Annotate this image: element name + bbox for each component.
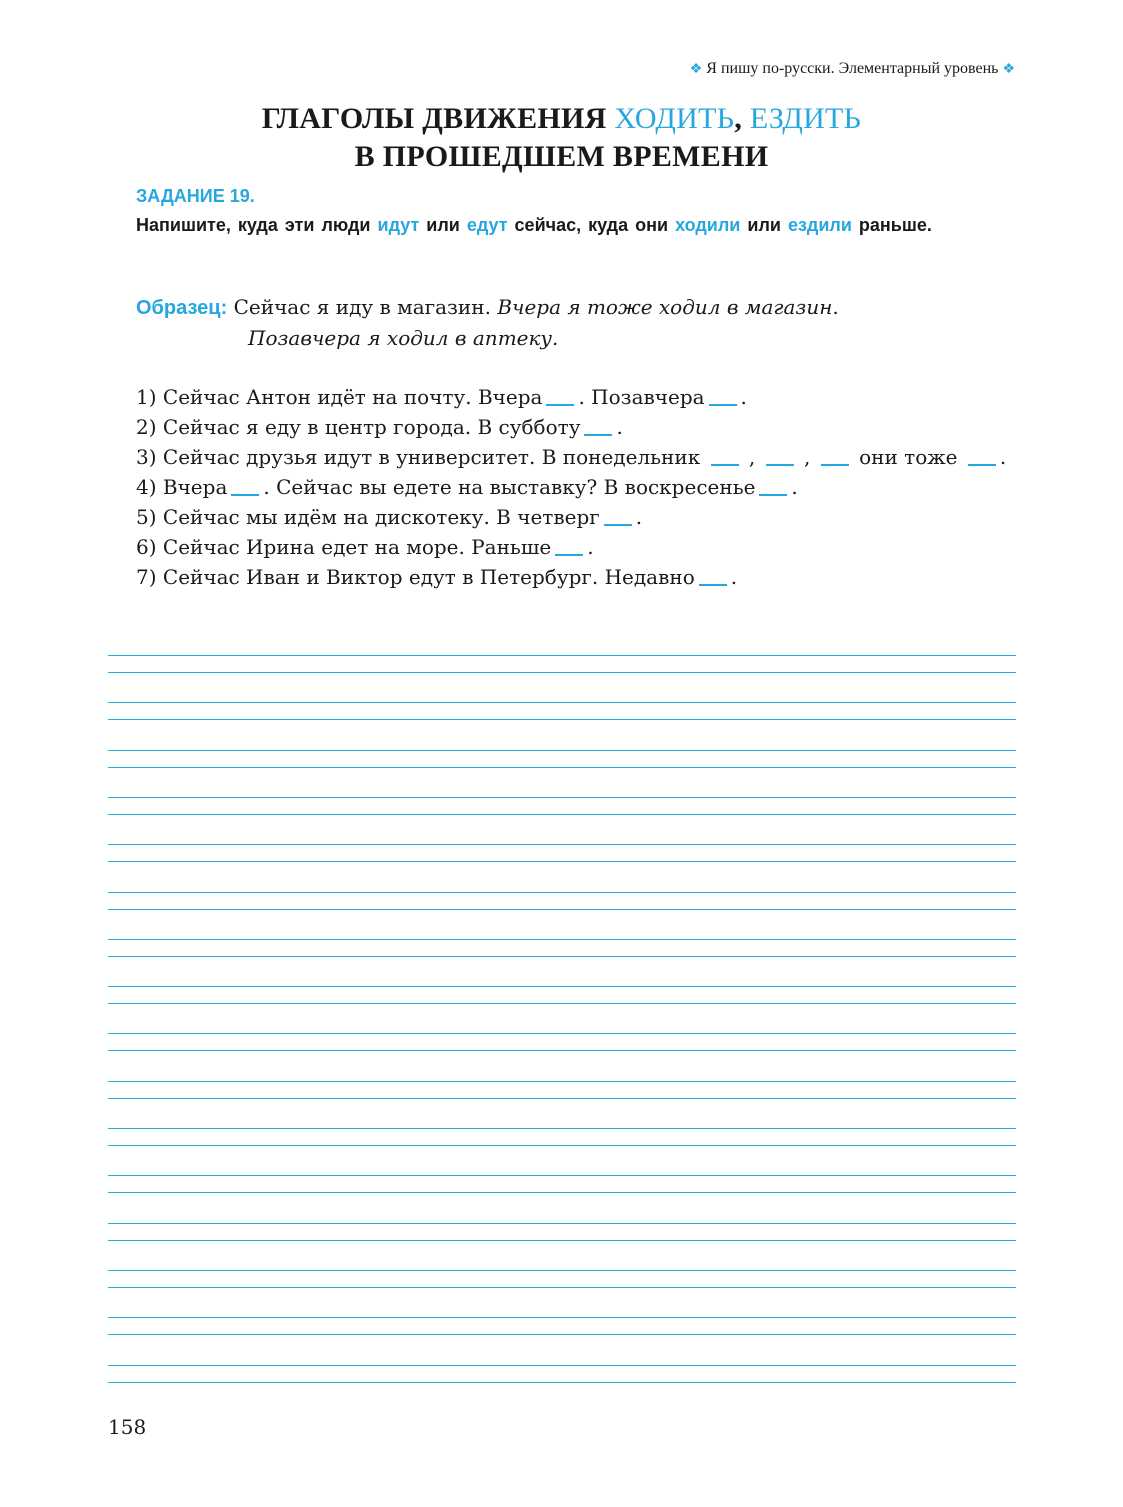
writing-line: [108, 1287, 1016, 1288]
answer-blank[interactable]: [821, 464, 849, 466]
exercise-text: . Позавчера: [578, 385, 705, 409]
writing-line: [108, 1382, 1016, 1383]
exercise-text: 5) Сейчас мы идём на дискотеку. В четверг: [136, 505, 600, 529]
writing-line: [108, 1365, 1016, 1366]
title-line-1: [108, 100, 1015, 138]
writing-line: [108, 986, 1016, 987]
answer-blank[interactable]: [766, 464, 794, 466]
exercise-item: [108, 382, 1016, 412]
writing-line: [108, 1098, 1016, 1099]
sample-period: .: [552, 326, 559, 350]
answer-blank[interactable]: [699, 584, 727, 586]
exercise-item: [108, 442, 1016, 472]
writing-line: [108, 719, 1016, 720]
writing-line: [108, 1128, 1016, 1129]
instruction-text: раньше.: [851, 215, 932, 235]
exercise-text: .: [635, 505, 643, 529]
exercise-text: 7) Сейчас Иван и Виктор едут в Петербург. Недавно: [136, 565, 695, 589]
instruction-keyword: ездили: [787, 215, 852, 235]
exercise-text: 1) Сейчас Антон идёт на почту. Вчера: [136, 385, 543, 409]
writing-line: [108, 1003, 1016, 1004]
writing-line: [108, 655, 1016, 656]
writing-line: [108, 1081, 1016, 1082]
writing-line: [108, 892, 1016, 893]
answer-blank[interactable]: [546, 404, 574, 406]
writing-line: [108, 1270, 1016, 1271]
exercise-text: .: [740, 385, 747, 409]
writing-line: [108, 797, 1016, 798]
answer-blank[interactable]: [759, 494, 787, 496]
title-word-ezdit: ЕЗДИТЬ: [749, 102, 862, 135]
sample-answer: Позавчера я ходил в аптеку: [248, 326, 553, 350]
instruction-text: или: [740, 215, 788, 235]
exercise-text: они тоже: [859, 445, 958, 469]
exercise-text: 4) Вчера: [136, 475, 228, 499]
instruction-text: или: [419, 215, 467, 235]
writing-line: [108, 1240, 1016, 1241]
exercise-item: [108, 502, 1016, 532]
exercise-text: .: [999, 445, 1007, 469]
exercise-text: 3) Сейчас друзья идут в университет. В понедельник: [136, 445, 701, 469]
sample-period: .: [832, 295, 839, 319]
task-instruction: [108, 212, 1015, 238]
writing-line: [108, 861, 1016, 862]
exercise-list: [108, 382, 1016, 592]
sample-label: Образец:: [136, 297, 228, 319]
title-word-hodit: ХОДИТЬ: [614, 102, 735, 135]
title-line-2: В ПРОШЕДШЕМ ВРЕМЕНИ: [354, 140, 769, 173]
answer-blank[interactable]: [584, 434, 612, 436]
writing-line: [108, 1175, 1016, 1176]
exercise-item: [108, 412, 1016, 442]
exercise-text: .: [730, 565, 738, 589]
answer-blank[interactable]: [711, 464, 739, 466]
page-number: 158: [108, 1415, 147, 1439]
exercise-text: 2) Сейчас я еду в центр города. В субботу: [136, 415, 581, 439]
exercise-text: .: [587, 535, 594, 559]
title-prefix: ГЛАГОЛЫ ДВИЖЕНИЯ: [261, 102, 615, 135]
writing-line: [108, 1317, 1016, 1318]
instruction-keyword: едут: [466, 215, 508, 235]
sample-text: Сейчас я иду в магазин.: [227, 295, 498, 319]
running-header: [690, 60, 1015, 78]
answer-blank[interactable]: [968, 464, 996, 466]
answer-blank[interactable]: [231, 494, 259, 496]
running-header-text: Я пишу по-русски. Элементарный уровень: [706, 60, 999, 77]
exercise-text: .: [616, 415, 623, 439]
sample-line-1: [136, 292, 1016, 323]
exercise-item: [108, 472, 1016, 502]
writing-line: [108, 844, 1016, 845]
answer-blank[interactable]: [709, 404, 737, 406]
writing-line: [108, 909, 1016, 910]
sample-line-2: [136, 323, 1016, 353]
task-label: ЗАДАНИЕ 19.: [136, 186, 255, 206]
writing-line: [108, 750, 1016, 751]
writing-line: [108, 939, 1016, 940]
instruction-text: Напишите, куда эти люди: [136, 215, 378, 235]
writing-line: [108, 702, 1016, 703]
answer-blank[interactable]: [555, 554, 583, 556]
writing-line: [108, 956, 1016, 957]
writing-line: [108, 814, 1016, 815]
sample-answer: Вчера я тоже ходил в магазин: [497, 295, 833, 319]
writing-line: [108, 1033, 1016, 1034]
exercise-text: .: [791, 475, 798, 499]
exercise-item: [108, 562, 1016, 592]
writing-line: [108, 1223, 1016, 1224]
writing-line: [108, 767, 1016, 768]
page-title: [108, 100, 1015, 176]
writing-line: [108, 1334, 1016, 1335]
sample-block: [136, 292, 1016, 353]
writing-line: [108, 672, 1016, 673]
instruction-keyword: идут: [377, 215, 420, 235]
writing-line: [108, 1050, 1016, 1051]
title-comma: ,: [734, 102, 750, 135]
instruction-keyword: ходили: [675, 215, 741, 235]
exercise-text: ,: [804, 445, 811, 469]
writing-line: [108, 1192, 1016, 1193]
answer-blank[interactable]: [604, 524, 632, 526]
writing-line: [108, 1145, 1016, 1146]
exercise-text: 6) Сейчас Ирина едет на море. Раньше: [136, 535, 552, 559]
ornament-icon: ❖: [1002, 62, 1015, 77]
exercise-item: [108, 532, 1016, 562]
exercise-text: . Сейчас вы едете на выставку? В воскресенье: [263, 475, 756, 499]
exercise-text: ,: [748, 445, 756, 469]
ornament-icon: ❖: [689, 62, 703, 77]
instruction-text: сейчас, куда они: [507, 215, 676, 235]
